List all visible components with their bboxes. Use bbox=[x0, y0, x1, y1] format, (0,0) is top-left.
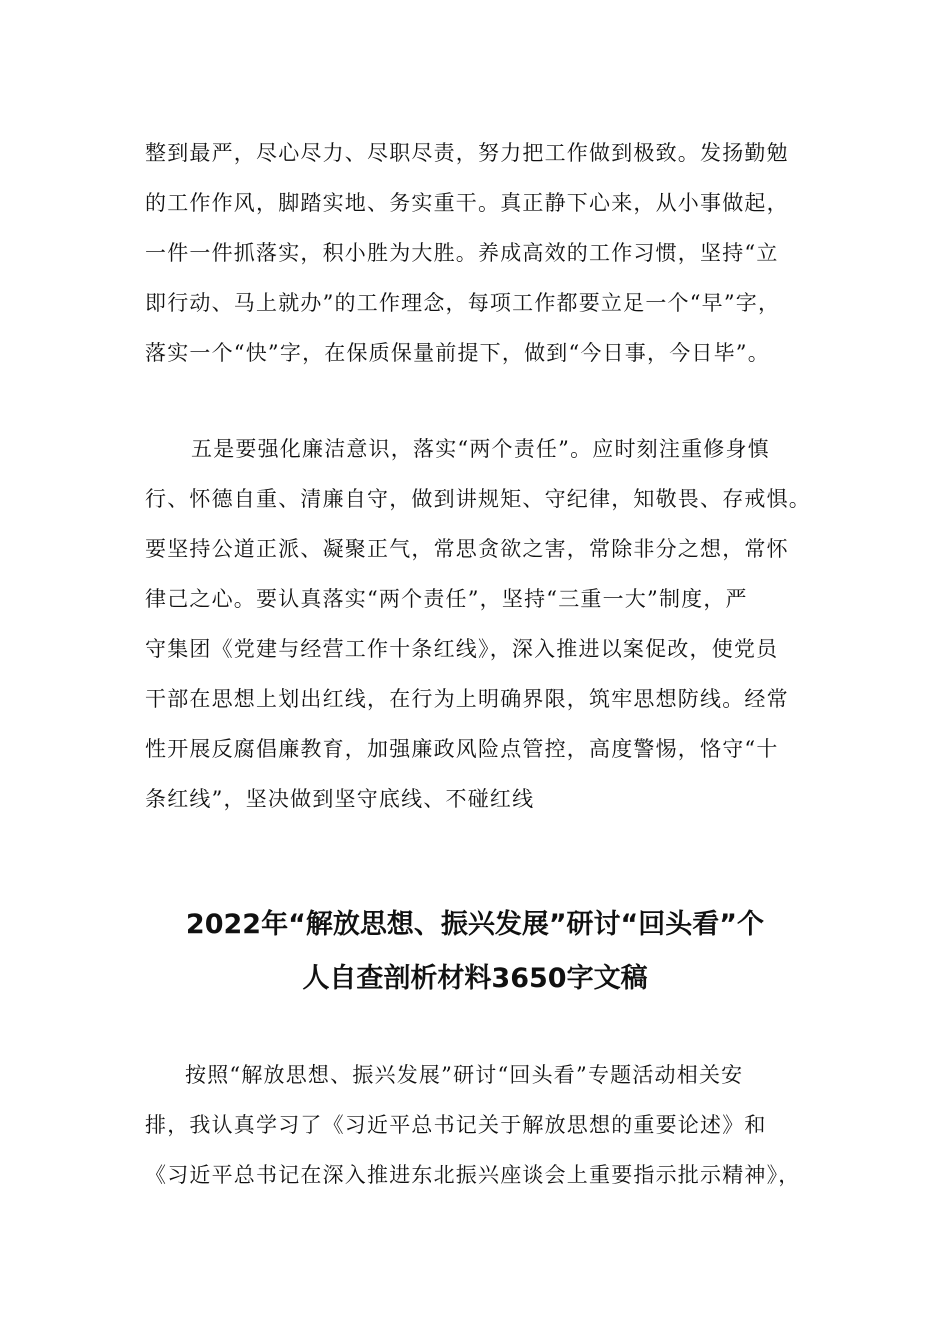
title-line: 2022年“解放思想、振兴发展”研讨“回头看”个 bbox=[185, 909, 765, 940]
text-line: 守集团《党建与经营工作十条红线》，深入推进以案促改，使党员 bbox=[145, 637, 779, 661]
document-title bbox=[100, 898, 850, 1006]
text-line: 性开展反腐倡廉教育，加强廉政风险点管控，高度警惕，恪守“十 bbox=[145, 737, 779, 761]
text-line: 按照“解放思想、振兴发展”研讨“回头看”专题活动相关安 bbox=[185, 1063, 744, 1087]
title-line: 人自查剖析材料3650字文稿 bbox=[302, 963, 648, 994]
text-line: 排，我认真学习了《习近平总书记关于解放思想的重要论述》和 bbox=[145, 1113, 767, 1137]
paragraph-work-style bbox=[145, 128, 825, 378]
text-line: 条红线”，坚决做到坚守底线、不碰红线 bbox=[145, 787, 535, 811]
text-line: 行、怀德自重、清廉自守，做到讲规矩、守纪律，知敬畏、存戒惧。 bbox=[145, 487, 811, 511]
paragraph-intro bbox=[145, 1050, 825, 1200]
text-line: 要坚持公道正派、凝聚正气，常思贪欲之害，常除非分之想，常怀 bbox=[145, 537, 789, 561]
text-line: 的工作作风，脚踏实地、务实重干。真正静下心来，从小事做起， bbox=[145, 191, 789, 215]
text-line: 落实一个“快”字，在保质保量前提下，做到“今日事，今日毕”。 bbox=[145, 341, 770, 365]
text-line: 一件一件抓落实，积小胜为大胜。养成高效的工作习惯，坚持“立 bbox=[145, 241, 779, 265]
text-line: 干部在思想上划出红线，在行为上明确界限，筑牢思想防线。经常 bbox=[145, 687, 789, 711]
text-line: 《习近平总书记在深入推进东北振兴座谈会上重要指示批示精神》， bbox=[145, 1163, 801, 1187]
text-line: 五是要强化廉洁意识，落实“两个责任”。应时刻注重修身慎 bbox=[191, 437, 770, 461]
text-line: 律己之心。要认真落实“两个责任”，坚持“三重一大”制度，严 bbox=[145, 587, 748, 611]
text-line: 即行动、马上就办”的工作理念，每项工作都要立足一个“早”字， bbox=[145, 291, 781, 315]
paragraph-integrity bbox=[145, 424, 825, 824]
text-line: 整到最严，尽心尽力、尽职尽责，努力把工作做到极致。发扬勤勉 bbox=[145, 141, 789, 165]
